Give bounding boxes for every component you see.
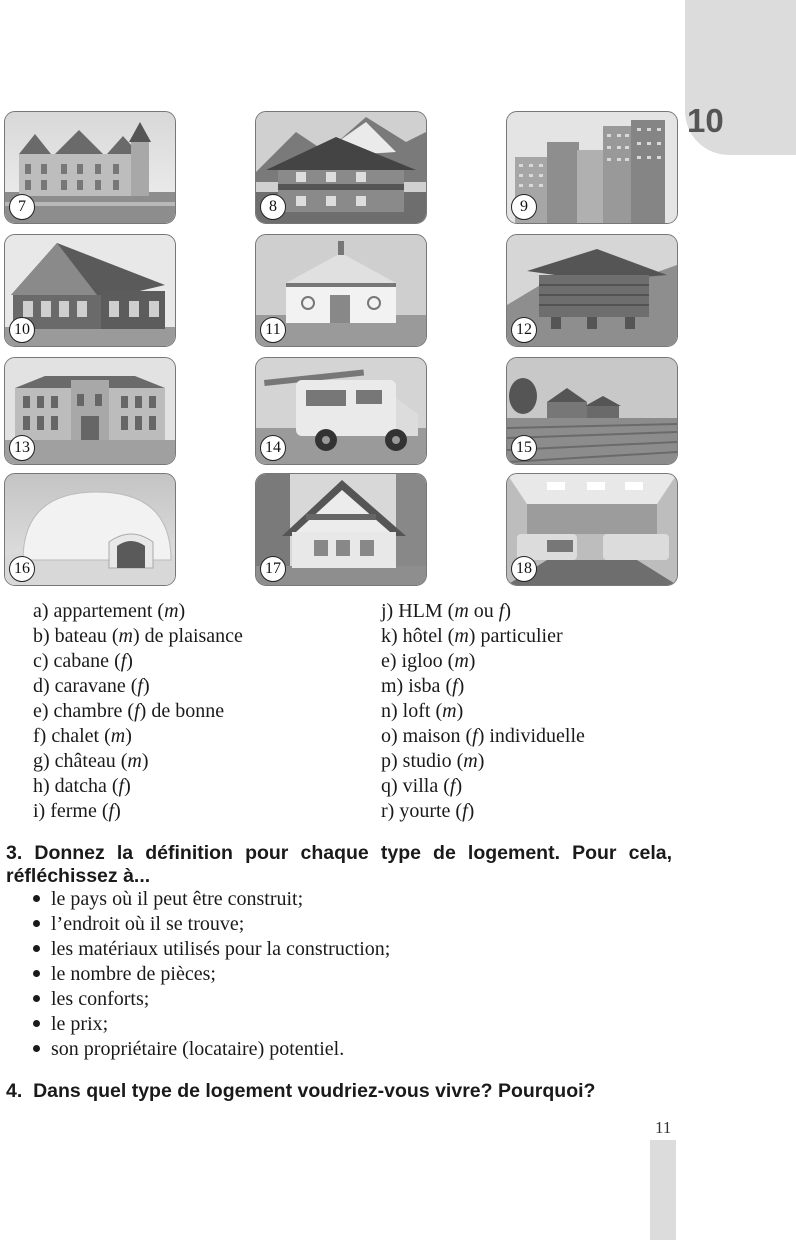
photo-number: 11: [260, 317, 286, 343]
photo-maison: [255, 473, 427, 586]
vocab-item: k) hôtel (m) particulier: [381, 625, 563, 647]
list-item: le nombre de pièces;: [33, 962, 390, 987]
photo-number: 13: [9, 435, 35, 461]
photo-immeubles: [506, 111, 678, 224]
photo-number: 9: [511, 194, 537, 220]
list-item: les matériaux utilisés pour la construction;: [33, 937, 390, 962]
page-edge-strip: [650, 1140, 676, 1240]
photo-hotel-particulier: [4, 357, 176, 465]
bullet-icon: [33, 1020, 40, 1027]
vocab-item: a) appartement (m): [33, 600, 186, 622]
photo-number: 17: [260, 556, 286, 582]
photo-caravane: [255, 357, 427, 465]
vocabulary-left-column: [33, 599, 243, 824]
bullet-icon: [33, 1045, 40, 1052]
list-item: l’endroit où il se trouve;: [33, 912, 390, 937]
vocab-item: e) chambre (f) de bonne: [33, 700, 225, 722]
photo-number: 8: [260, 194, 286, 220]
photo-bateau: [506, 473, 678, 586]
vocab-item: b) bateau (m) de plaisance: [33, 625, 243, 647]
list-item: son propriétaire (locataire) potentiel.: [33, 1037, 390, 1062]
photo-number: 7: [9, 194, 35, 220]
vocab-item: d) caravane (f): [33, 675, 150, 697]
bullet-icon: [33, 920, 40, 927]
photo-number: 15: [511, 435, 537, 461]
vocab-item: r) yourte (f): [381, 800, 475, 822]
vocab-item: c) cabane (f): [33, 650, 133, 672]
photo-chalet: [255, 111, 427, 224]
vocab-item: p) studio (m): [381, 750, 485, 772]
vocab-item: i) ferme (f): [33, 800, 121, 822]
vocab-item: m) isba (f): [381, 675, 465, 697]
photo-number: 10: [9, 317, 35, 343]
vocab-item: e) igloo (m): [381, 650, 476, 672]
exercise-4-heading: 4. Dans quel type de logement voudriez-vous vivre? Pourquoi?: [6, 1080, 596, 1102]
bullet-icon: [33, 995, 40, 1002]
exercise-3-heading-cont: réfléchissez à...: [6, 865, 151, 887]
exercise-3-heading: 3. Donnez la définition pour chaque type de logement. Pour cela,: [6, 842, 672, 864]
list-item: le prix;: [33, 1012, 390, 1037]
bullet-icon: [33, 895, 40, 902]
bullet-icon: [33, 945, 40, 952]
exercise-3-list: [33, 887, 390, 1062]
list-item: le pays où il peut être construit;: [33, 887, 390, 912]
vocab-item: g) château (m): [33, 750, 149, 772]
vocabulary-right-column: [381, 599, 585, 824]
photo-cabane: [506, 234, 678, 347]
photo-isba: [4, 234, 176, 347]
photo-number: 14: [260, 435, 286, 461]
photo-number: 12: [511, 317, 537, 343]
vocab-item: q) villa (f): [381, 775, 463, 797]
photo-yourte: [255, 234, 427, 347]
page-number: 11: [655, 1118, 672, 1137]
bullet-icon: [33, 970, 40, 977]
photo-number: 18: [511, 556, 537, 582]
photo-ferme: [506, 357, 678, 465]
vocab-item: n) loft (m): [381, 700, 464, 722]
vocab-item: o) maison (f) individuelle: [381, 725, 585, 747]
list-item: les conforts;: [33, 987, 390, 1012]
photo-number: 16: [9, 556, 35, 582]
photo-igloo: [4, 473, 176, 586]
vocab-item: h) datcha (f): [33, 775, 131, 797]
vocab-item: f) chalet (m): [33, 725, 132, 747]
unit-number: 10: [687, 102, 724, 139]
vocab-item: j) HLM (m ou f): [381, 600, 512, 622]
photo-chateau: [4, 111, 176, 224]
